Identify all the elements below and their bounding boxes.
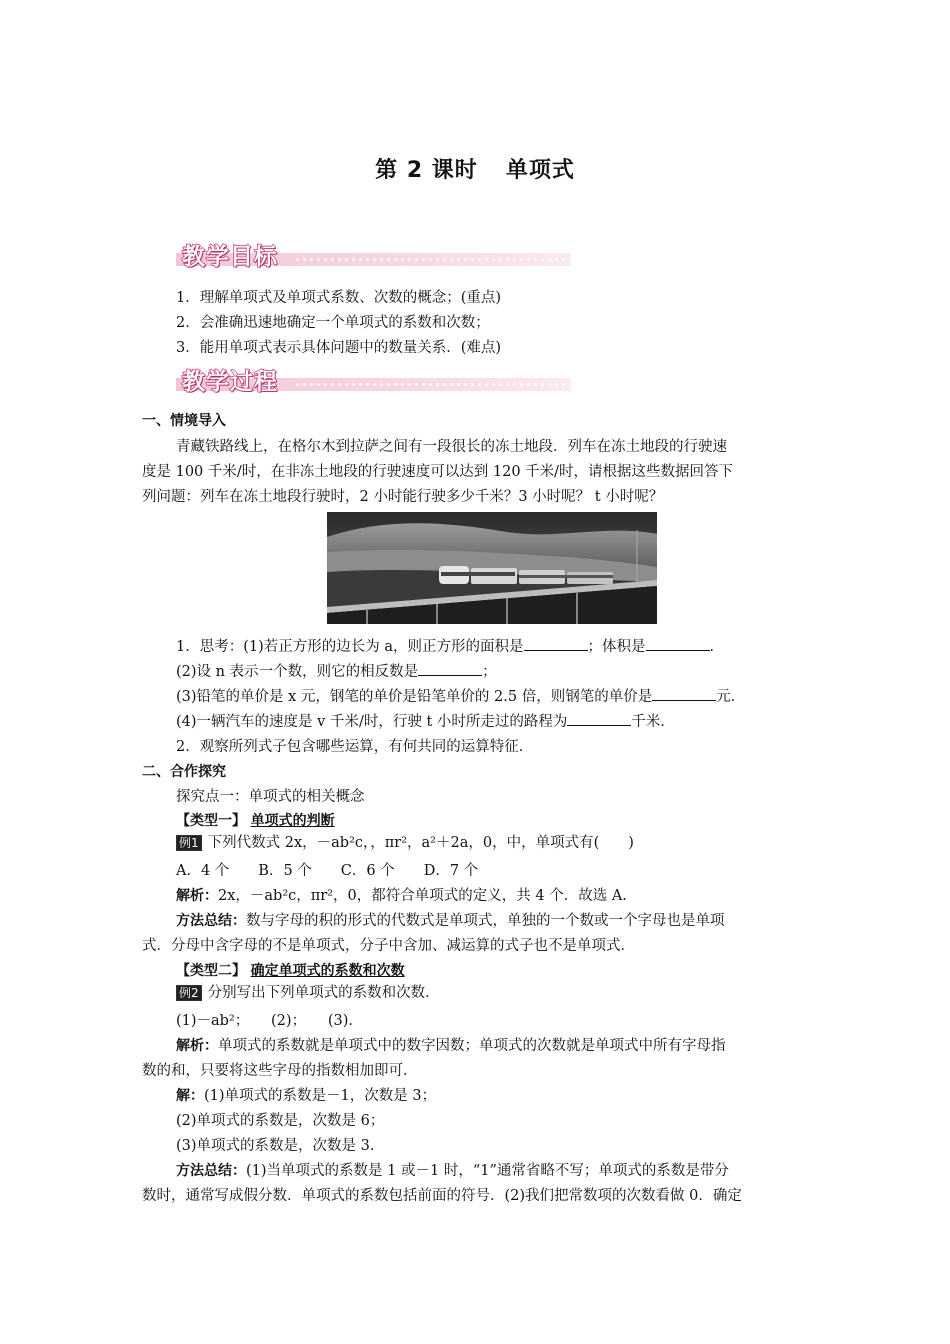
banner-label: 教学过程 — [182, 369, 278, 395]
example-analysis — [176, 1035, 726, 1057]
think-q3 — [176, 686, 745, 708]
example-analysis — [176, 885, 627, 907]
answer-blank — [652, 686, 716, 701]
paragraph-line: 式．分母中含字母的不是单项式，分子中含加、减运算的式子也不是单项式． — [142, 938, 635, 954]
label: 解析： — [176, 1038, 218, 1054]
example-2 — [176, 982, 440, 1004]
text: (2)设 n 表示一个数，则它的相反数是 — [176, 664, 419, 680]
solution-line: (2)单项式的系数是，次数是 6； — [176, 1113, 385, 1129]
answer-blank — [418, 661, 482, 676]
label: 方法总结： — [176, 913, 246, 929]
think-q4 — [176, 711, 675, 733]
example-text: 下列代数式 2x，－ab²c，，πr²，a²＋2a，0，中，单项式有( ) — [207, 835, 634, 851]
goal-3: 3．能用单项式表示具体问题中的数量关系．(难点) — [176, 340, 502, 356]
page-title — [0, 153, 950, 184]
text: ； — [482, 664, 497, 680]
think-q1 — [176, 636, 724, 658]
text: (4)一辆汽车的速度是 v 千米/时，行驶 t 小时所走过的路程为 — [176, 714, 568, 730]
text: (1)当单项式的系数是 1 或－1 时，“1”通常省略不写；单项式的系数是带分 — [246, 1163, 729, 1179]
text: 单项式的系数就是单项式中的数字因数；单项式的次数就是单项式中所有字母指 — [218, 1038, 726, 1054]
example-1 — [176, 832, 634, 854]
answer-blank — [524, 636, 588, 651]
answer-blank — [646, 636, 710, 651]
goal-2: 2．会准确迅速地确定一个单项式的系数和次数； — [176, 315, 490, 331]
text: 千米． — [631, 714, 675, 730]
title-lesson: 第 2 课时 — [375, 158, 478, 183]
text: (3)铅笔的单价是 x 元，钢笔的单价是铅笔单价的 2.5 倍，则钢笔的单价是 — [176, 689, 653, 705]
text: 2x，－ab²c，πr²，0，都符合单项式的定义，共 4 个．故选 A. — [218, 888, 627, 904]
train-photo — [327, 512, 657, 624]
think-q2 — [176, 661, 497, 683]
example-options: A．4 个 B．5 个 C．6 个 D．7 个 — [176, 863, 479, 879]
type-tag: 【类型二】 — [176, 963, 246, 979]
section-heading: 一、情境导入 — [142, 413, 226, 429]
example-tag: 例2 — [176, 985, 202, 1001]
method-summary — [176, 910, 725, 932]
text: 1．思考：(1)若正方形的边长为 a，则正方形的面积是 — [176, 639, 524, 655]
type-heading — [176, 960, 405, 982]
paragraph-line: 列问题：列车在冻土地段行驶时，2 小时能行驶多少千米？3 小时呢？ t 小时呢？ — [142, 489, 664, 505]
answer-blank — [567, 711, 631, 726]
label: 解析： — [176, 888, 218, 904]
text: ． — [709, 639, 725, 655]
text: 数与字母的积的形式的代数式是单项式，单独的一个数或一个字母也是单项 — [246, 913, 725, 929]
text: ；体积是 — [587, 639, 646, 655]
example-text: 分别写出下列单项式的系数和次数． — [207, 985, 440, 1001]
text: (1)单项式的系数是－1，次数是 3； — [204, 1088, 437, 1104]
title-topic: 单项式 — [505, 158, 575, 183]
solution-line: (3)单项式的系数是，次数是 3. — [176, 1138, 375, 1154]
type-tag: 【类型一】 — [176, 813, 246, 829]
paragraph-line: 青藏铁路线上，在格尔木到拉萨之间有一段很长的冻土地段．列车在冻土地段的行驶速 — [176, 439, 727, 455]
text: 元． — [716, 689, 746, 705]
label: 解： — [176, 1088, 204, 1104]
banner-label: 教学目标 — [182, 244, 278, 270]
label: 方法总结： — [176, 1163, 246, 1179]
example-tag: 例1 — [176, 835, 202, 851]
section-heading: 二、合作探究 — [142, 764, 226, 780]
solution — [176, 1085, 436, 1107]
example-items: (1)－ab²； (2)； (3)． — [176, 1013, 363, 1029]
think-q5: 2．观察所列式子包含哪些运算，有何共同的运算特征． — [176, 739, 534, 755]
paragraph-line: 数的和，只要将这些字母的指数相加即可． — [142, 1063, 418, 1079]
explore-point: 探究点一：单项式的相关概念 — [176, 789, 365, 805]
banner-teaching-process — [176, 361, 571, 397]
paragraph-line: 度是 100 千米/时，在非冻土地段的行驶速度可以达到 120 千米/时，请根据这些数据回答下 — [142, 464, 734, 480]
type-title: 确定单项式的系数和次数 — [250, 963, 405, 979]
type-title: 单项式的判断 — [250, 813, 335, 829]
method-summary — [176, 1160, 729, 1182]
paragraph-line: 数时，通常写成假分数．单项式的系数包括前面的符号．(2)我们把常数项的次数看做 0．确定 — [142, 1188, 742, 1204]
type-heading — [176, 810, 335, 832]
banner-teaching-goals — [176, 236, 571, 272]
goal-1: 1．理解单项式及单项式系数、次数的概念；(重点) — [176, 290, 502, 306]
